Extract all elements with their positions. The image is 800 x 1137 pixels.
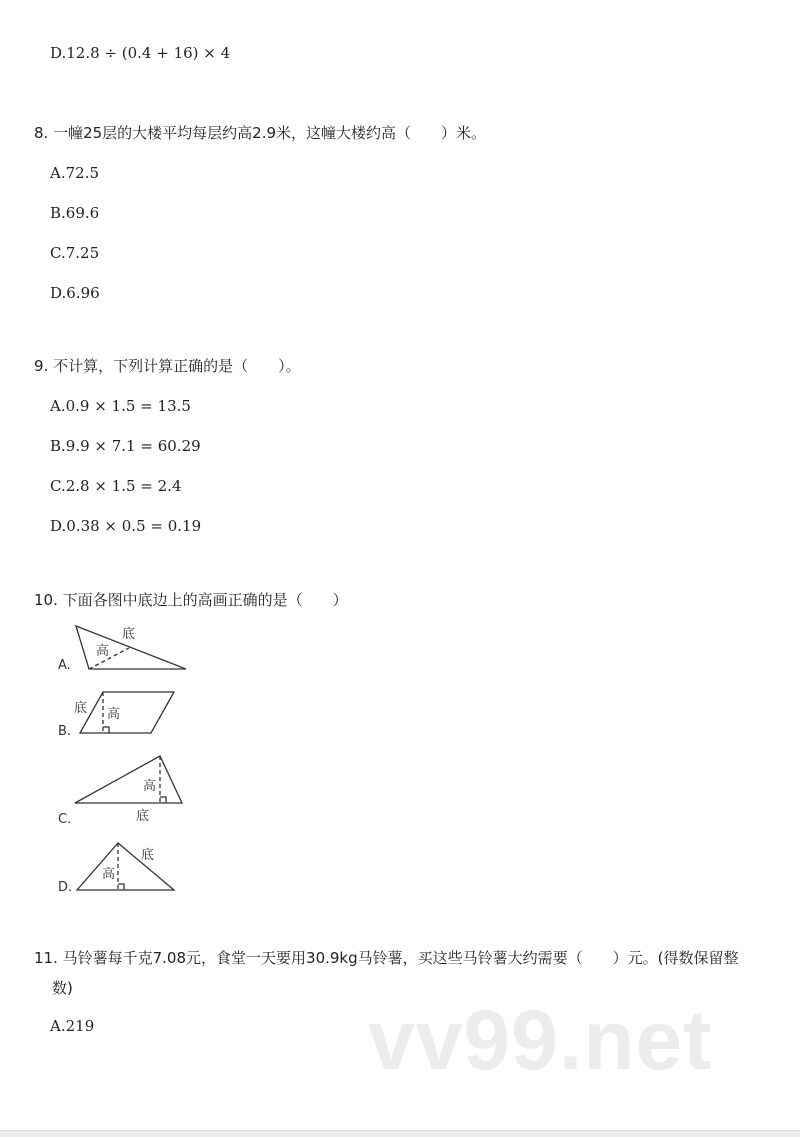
figure-c-base-label: 底 (136, 809, 150, 824)
q9-option-a: A.0.9 × 1.5 = 13.5 (50, 397, 191, 415)
q9-option-d: D.0.38 × 0.5 = 0.19 (50, 517, 202, 535)
q7-option-d: D.12.8 ÷ (0.4 + 16) × 4 (50, 44, 231, 62)
q10-stem: 10. 下面各图中底边上的高画正确的是（ ） (34, 591, 348, 609)
watermark: vv99.net (368, 993, 713, 1087)
triangle-c (75, 756, 182, 803)
figure-c-height-label: 高 (143, 779, 157, 794)
right-angle-d (118, 884, 124, 890)
figure-d-base-label: 底 (141, 848, 155, 863)
figure-b-height-label: 高 (107, 707, 121, 722)
q8-option-d: D.6.96 (50, 284, 100, 302)
right-angle-c (160, 797, 166, 803)
right-angle-b (103, 727, 109, 733)
triangle-d (77, 843, 174, 890)
q9-option-c: C.2.8 × 1.5 = 2.4 (50, 477, 182, 495)
q11-option-a: A.219 (50, 1017, 95, 1035)
q8-option-b: B.69.6 (50, 204, 100, 222)
q8-option-c: C.7.25 (50, 244, 100, 262)
page-bottom-edge (0, 1130, 800, 1137)
figure-a-base-label: 底 (122, 627, 136, 642)
figure-a-height-label: 高 (96, 644, 110, 659)
q8-option-a: A.72.5 (50, 164, 99, 182)
q8-stem: 8. 一幢25层的大楼平均每层约高2.9米，这幢大楼约高（ ）米。 (34, 124, 487, 142)
figure-a-letter: A. (58, 658, 71, 673)
q9-option-b: B.9.9 × 7.1 = 60.29 (50, 437, 201, 455)
figure-d (77, 843, 174, 890)
figure-b-letter: B. (58, 724, 72, 739)
figure-c (75, 756, 182, 803)
figure-b-base-label: 底 (74, 701, 88, 716)
figure-d-height-label: 高 (102, 867, 116, 882)
parallelogram-b (80, 692, 174, 733)
figure-d-letter: D. (58, 880, 73, 895)
q11-stem-line2: 数) (52, 979, 73, 997)
figure-b (80, 692, 174, 733)
q9-stem: 9. 不计算，下列计算正确的是（ ）。 (34, 357, 301, 375)
q11-stem-line1: 11. 马铃薯每千克7.08元，食堂一天要用30.9kg马铃薯，买这些马铃薯大约需要（ ）元。(得数保留整 (34, 949, 739, 967)
figure-c-letter: C. (58, 812, 72, 827)
